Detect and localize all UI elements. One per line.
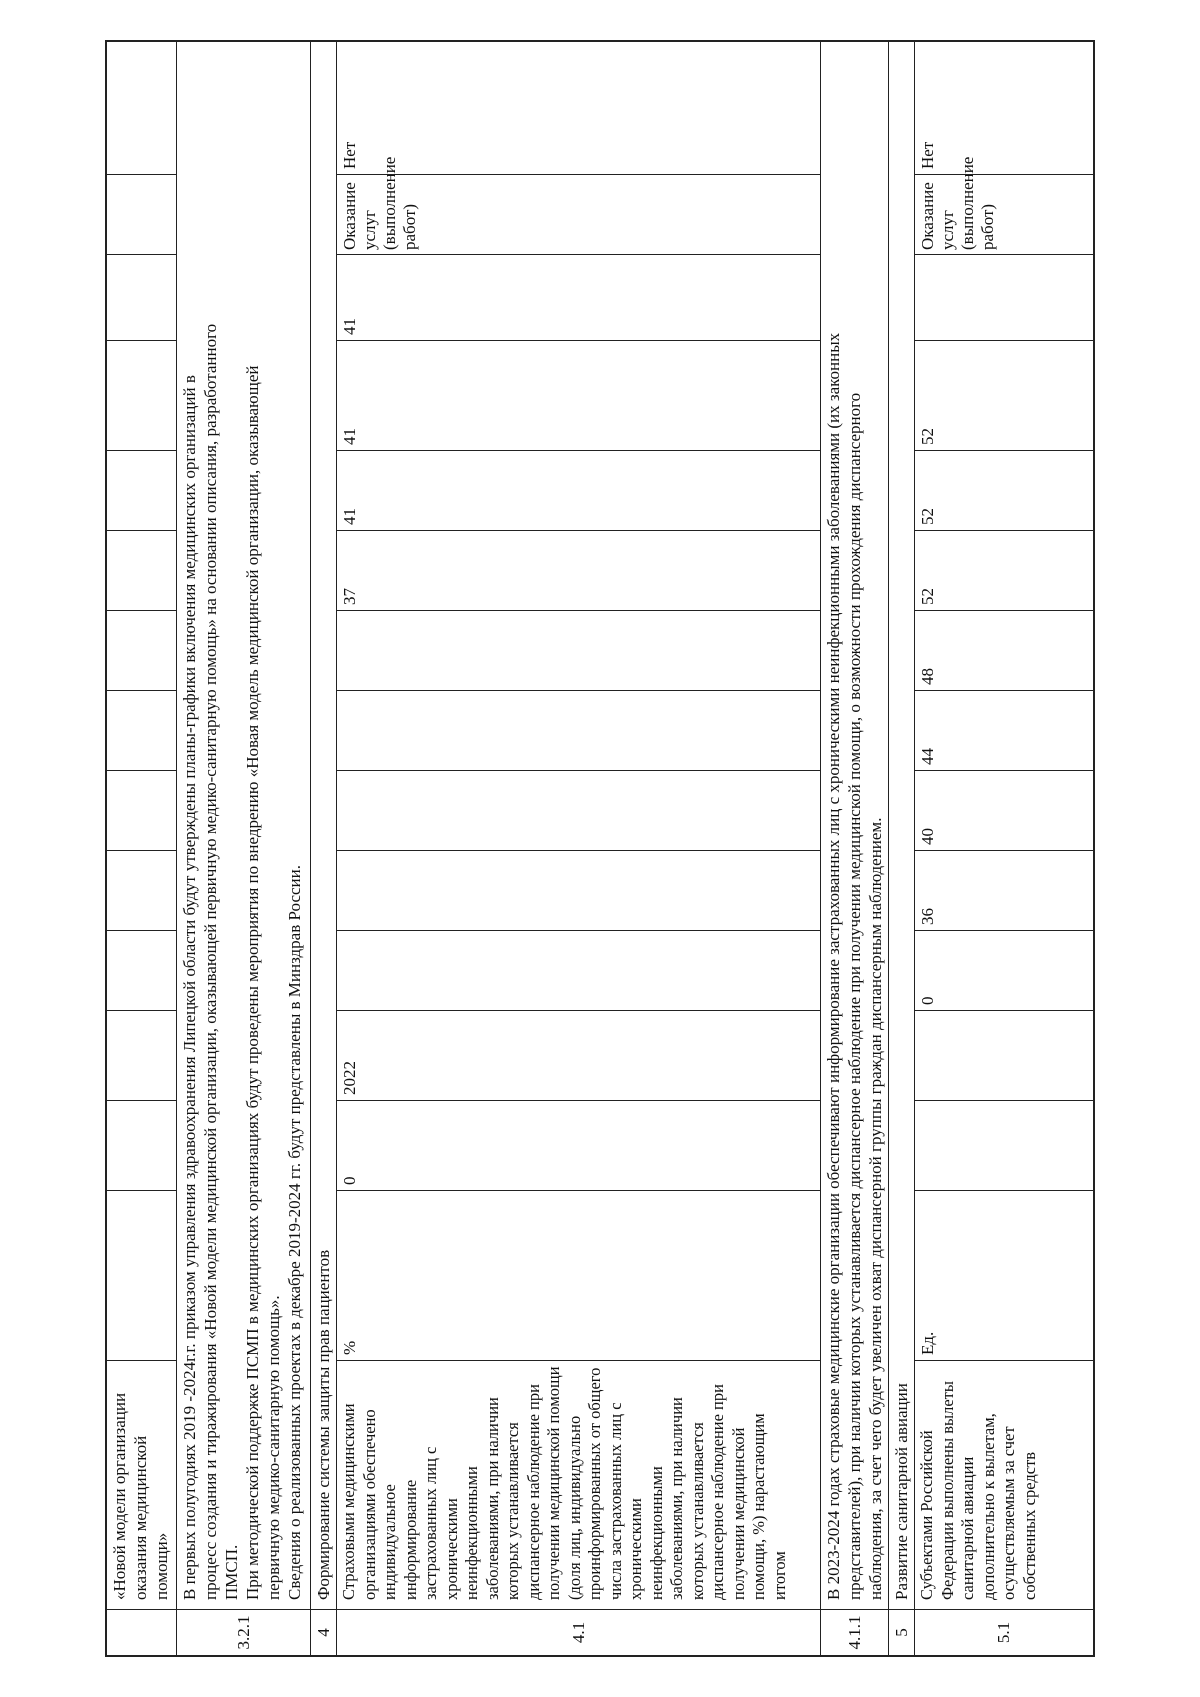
text-line: ПМСП. <box>222 1544 241 1600</box>
table-row <box>107 42 177 1655</box>
row-number: 4.1.1 <box>821 1609 888 1655</box>
value-cell: 41 <box>340 318 359 335</box>
row-number: 3.2.1 <box>177 1609 310 1655</box>
row-number: 4 <box>311 1609 336 1655</box>
row-number: 4.1 <box>337 1609 820 1655</box>
value-cell: 41 <box>340 428 359 445</box>
document-table <box>105 40 1095 1657</box>
indicator-name: «Новой модели организации оказания медицинской помощи» <box>110 1392 171 1600</box>
row-text <box>821 45 888 1605</box>
table-row <box>311 42 337 1655</box>
value-cell: 52 <box>918 588 937 605</box>
value-cell: 48 <box>918 668 937 685</box>
row-number: 5 <box>889 1609 914 1655</box>
table-row <box>337 42 821 1655</box>
text-line: процесс создания и тиражирования «Новой модели медицинской организации, оказывающей первичную медико-санитарную помощь» на основании описания, разработанного <box>201 323 220 1600</box>
text-line: При методической поддержке ПСМП в медицинских организациях будут проведены мероприятия по внедрению «Новая модель медицинской организации, оказывающей <box>243 365 262 1600</box>
row-number <box>107 1609 176 1655</box>
row-number: 5.1 <box>915 1609 1093 1655</box>
value-cell: 36 <box>918 908 937 925</box>
text-line: первичную медико-санитарную помощь». <box>264 1295 283 1600</box>
value-cell: 52 <box>918 428 937 445</box>
row-text <box>177 45 310 1605</box>
text-line: Сведения о реализованных проектах в декабре 2019-2024 гг. будут представлены в Минздрав России. <box>285 865 304 1600</box>
text-line: представителей), при наличии которых устанавливается диспансерное наблюдение при получении медицинской помощи, о возможности прохождения диспансерного <box>845 392 864 1600</box>
text-line: наблюдения, за счет чего будет увеличен охват диспансерной группы граждан диспансерным наблюдением. <box>866 817 885 1600</box>
table-row <box>177 42 311 1655</box>
value-cell: 40 <box>918 828 937 845</box>
unit-cell: Ед. <box>918 1331 937 1355</box>
text-line: В первых полугодиях 2019 -2024г.г. приказом управления здравоохранения Липецкой области будут утверждены планы-графики включения медицинских организаций в <box>180 375 199 1600</box>
base-year-cell: 0 <box>918 996 937 1005</box>
value-cell: 52 <box>918 508 937 525</box>
table-row <box>889 42 915 1655</box>
section-title: Развитие санитарной авиации <box>892 1383 911 1600</box>
table-row <box>915 42 1093 1655</box>
section-title: Формирование системы защиты прав пациентов <box>314 1249 333 1600</box>
unit-cell: % <box>340 1340 359 1355</box>
indicator-name: Субъектами Российской Федерации выполнены вылеты санитарной авиации дополнительно к вылетам, осуществляемым за счет собственных средств <box>917 1381 1039 1600</box>
type-cell: Оказание услуг (выполнение работ) <box>340 156 419 250</box>
value-cell: 44 <box>918 748 937 765</box>
base-year-cell: 2022 <box>340 1061 359 1095</box>
text-line: В 2023-2024 годах страховые медицинские организации обеспечивают информирование застрахованных лиц с хроническими неинфекционными заболеваниями (их законных <box>824 332 843 1600</box>
value-cell: 37 <box>340 588 359 605</box>
base-value-cell <box>915 1181 921 1189</box>
flag-cell: Нет <box>918 141 937 169</box>
type-cell: Оказание услуг (выполнение работ) <box>918 156 997 250</box>
value-cell: 41 <box>340 508 359 525</box>
flag-cell: Нет <box>340 141 359 169</box>
table-row <box>821 42 889 1655</box>
base-value-cell: 0 <box>340 1176 359 1185</box>
indicator-name: Страховыми медицинскими организациями обеспечено индивидуальное информирование застрахованных лиц с хроническими неинфекционными заболеваниями, при наличии которых устанавливается диспансерное наблюдение при получении медицинской помощи (доля лиц, индивидуально проинформированных от общего числа застрахованных лиц с хроническими неинфекционными заболеваниями, при наличии которых устанавливается диспансерное наблюдение при получении медицинской помощи, %) нарастающим итогом <box>339 1366 789 1600</box>
